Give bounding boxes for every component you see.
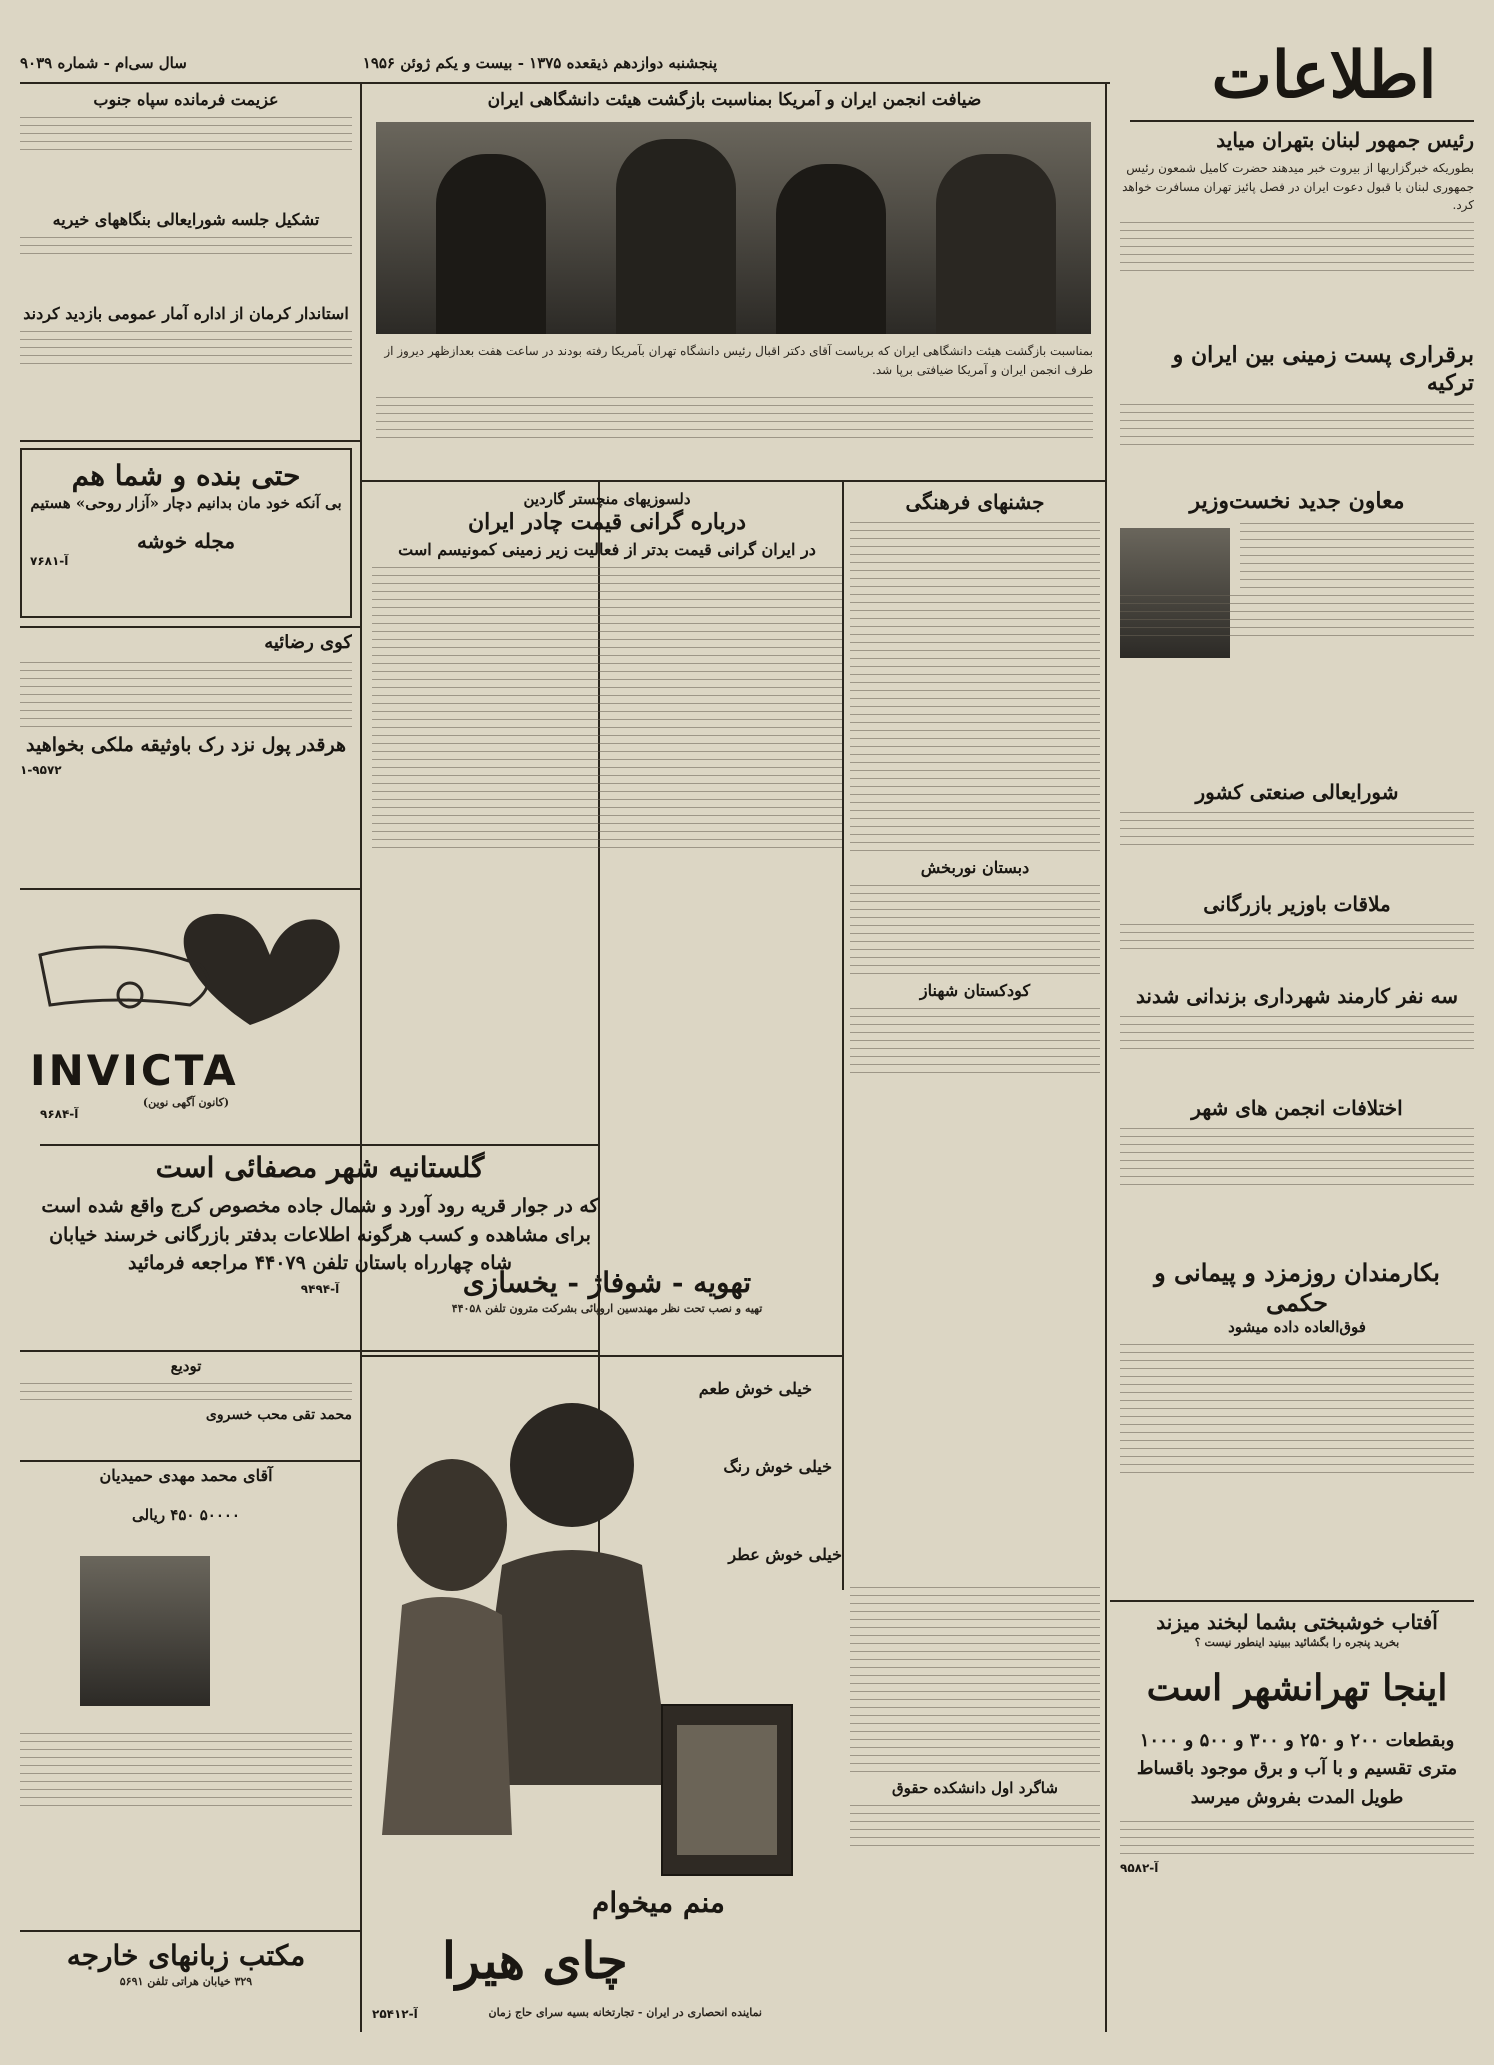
left-rule-2 [20, 626, 360, 628]
deputy-article: معاون جدید نخست‌وزیر [1120, 488, 1474, 778]
heart-shape [184, 914, 340, 1025]
southern-article: عزیمت فرمانده سپاه جنوب [20, 90, 352, 210]
watch-shape [118, 983, 142, 1007]
woman-head [397, 1459, 507, 1591]
tea-illustration [372, 1365, 842, 1885]
right-ad-rule [1110, 1600, 1474, 1602]
masthead-date: پنجشنبه دوازدهم ذیقعده ۱۳۷۵ - بیست و یکم ژوئن ۱۹۵۶ [362, 54, 718, 72]
meeting-article: ملاقات باوزیر بازرگانی [1120, 892, 1474, 982]
masthead-rule-right [1130, 120, 1474, 122]
farewell-notice: تودیع محمد تقی محب خسروی [20, 1357, 352, 1457]
council-article: شورایعالی صنعتی کشور [1120, 780, 1474, 890]
masthead-title: اطلاعات [1211, 38, 1437, 113]
bonus-article: بکارمندان روزمزد و پیمانی و حکمی فوق‌العاده داده میشود [1120, 1258, 1474, 1598]
masthead-rule [20, 82, 1110, 84]
languages-ad: مکتب زبانهای خارجه ۳۲۹ خیابان هراتی تلفن ۵۶۹۱ [66, 1939, 306, 1989]
ac-ad: تهویه - شوفاژ - یخسازی تهیه و نصب تحت نظر مهندسین اروپائی بشرکت مترون تلفن ۴۴۰۵۸ [451, 1266, 763, 1316]
tehranshahr-ad: آفتاب خوشبختی بشما لبخند میزند بخرید پنجره را بگشائید ببینید اینطور نیست ؟ اینجا تهرانشهر است وبقطعات ۲۰۰ و ۲۵۰ و ۳۰۰ و ۵۰۰ و ۱۰۰۰ متری تقسیم و با آب و برق موجود باقساط طویل المدت بفروش میرسد آ-۹۵۸۲ [1120, 1610, 1474, 2040]
invicta-ad: INVICTA (کانون آگهی نوین) آ-۹۶۸۴ [20, 895, 352, 1125]
chador-article: دلسوزیهای منچستر گاردین درباره گرانی قیمت چادر ایران در ایران گرانی قیمت بدتر از فعالیت زیر زمینی کمونیسم است [372, 490, 842, 1190]
man-head [510, 1403, 634, 1527]
left-rule-6 [20, 1930, 360, 1932]
rezaieh-ad: کوی رضائیه هرقدر پول نزد رک باوثیقه ملکی بخواهید ۱-۹۵۷۲ [20, 632, 352, 778]
masthead-issue: سال سی‌ام - شماره ۹۰۳۹ [20, 54, 187, 72]
center-rule [360, 480, 1105, 482]
column-rule-1 [360, 82, 362, 2032]
left-rule-3 [20, 888, 360, 890]
tea-ad: خیلی خوش طعم خیلی خوش رنگ خیلی خوش عطر منم میخوام چای هیرا نماینده انحصاری در ایران - تجارتخانه بسیه سرای حاج زمان آ-۲۵۴۱۲ [372, 1365, 842, 2030]
deputy-portrait [1120, 528, 1230, 658]
tea-rule [360, 1355, 844, 1357]
lebanon-article: رئیس جمهور لبنان بتهران میاید بطوریکه خبرگزاریها از بیروت خبر میدهند حضرت کامیل شمعون رئیس جمهوری لبنان با قبول دعوت ایران در فصل پائیز تهران مسافرت خواهد کرد. [1120, 128, 1474, 338]
golestan-rule [40, 1144, 600, 1146]
reception-photo [376, 122, 1091, 334]
law-article: شاگرد اول دانشکده حقوق [850, 1580, 1100, 2030]
culture-article: جشنهای فرهنگی دبستان نوربخش کودکستان شهناز [850, 490, 1100, 1580]
kerman-article: استاندار کرمان از اداره آمار عمومی بازدید کردند [20, 304, 352, 434]
prison-article: سه نفر کارمند شهرداری بزندانی شدند [1120, 984, 1474, 1094]
hamidian-notice: آقای محمد مهدی حمیدیان ۵۰۰۰۰ ۴۵۰ ریالی [20, 1466, 352, 1926]
column-rule-3 [842, 482, 844, 1590]
charity-article: تشکیل جلسه شورایعالی بنگاههای خیریه [20, 210, 352, 300]
left-rule-5 [20, 1460, 360, 1462]
column-rule-2 [1105, 82, 1107, 2032]
invicta-art [20, 895, 352, 1045]
khousheh-ad: حتی بنده و شما هم بی آنکه خود مان بدانیم دچار «آزار روحی» هستیم مجله خوشه آ-۷۶۸۱ [20, 448, 352, 618]
post-article: برقراری پست زمینی بین ایران و ترکیه [1120, 342, 1474, 482]
left-rule-4 [20, 1350, 600, 1352]
woman-body [382, 1597, 512, 1835]
left-rule-1 [20, 440, 360, 442]
photo-article: ضیافت انجمن ایران و آمریکا بمناسبت بازگشت هیئت دانشگاهی ایران بمناسبت بازگشت هیئت دانشگاهی ایران که بریاست آقای دکتر اقبال رئیس دانشگاه تهران بآمریکا رفته بودند در ساعت هفت بعدازظهر دیروز از طرف انجمن ایران و آمریکا ضیافتی برپا شد. [372, 90, 1097, 478]
golestan-ad: گلستانیه شهر مصفائی است که در جوار قریه رود آورد و شمال جاده مخصوص کرج واقع شده است برای مشاهده و کسب هرگونه اطلاعات بدفتر بازرگانی خرسند خیابان شاه چهارراه باستان تلفن ۴۴۰۷۹ مراجعه فرمائید آ-۹۴۹۴ [41, 1151, 599, 1296]
dispute-article: اختلافات انجمن های شهر [1120, 1096, 1474, 1256]
hamidian-portrait [80, 1556, 210, 1706]
hand-shape [40, 947, 208, 1005]
